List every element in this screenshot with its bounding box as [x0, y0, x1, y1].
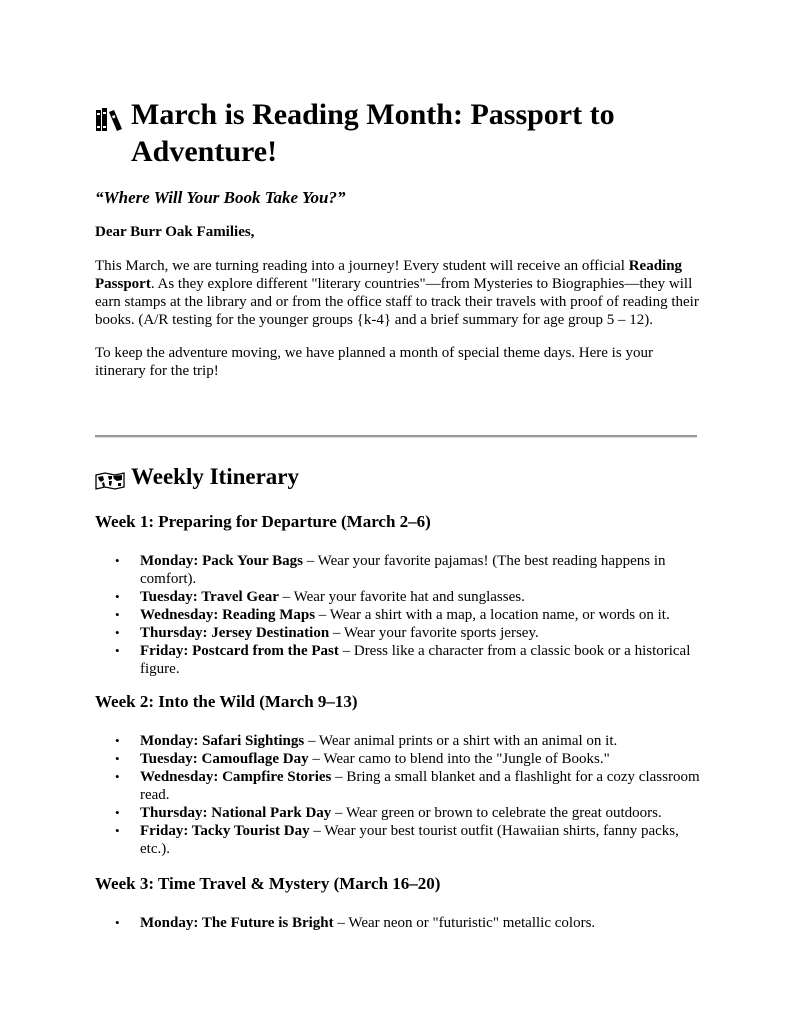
horizontal-divider — [95, 435, 697, 438]
day-label: Monday: Pack Your Bags — [140, 553, 303, 569]
intro-text-b: . As they explore different "literary countries"—from Mysteries to Biographies—they will earn stamps at the library and or from the office staff to track their travels with proof of reading their books. (A/R testing for the younger groups {k-4} and a brief summary for age group 5 – 12). — [95, 276, 699, 328]
list-item — [95, 588, 700, 606]
day-label: Monday: Safari Sightings — [140, 733, 305, 749]
day-label: Tuesday: Camouflage Day — [140, 751, 309, 767]
reading-passport-emphasis: Reading Passport — [95, 258, 683, 292]
day-description: – Wear your favorite hat and sunglasses. — [278, 589, 525, 605]
week-2-heading: Week 2: Into the Wild (March 9–13) — [95, 692, 358, 711]
week-2-list — [95, 732, 715, 858]
list-item — [95, 732, 700, 750]
books-icon — [95, 104, 125, 128]
bullet: • — [115, 625, 120, 640]
day-label: Thursday: National Park Day — [140, 805, 332, 821]
day-description: – Wear camo to blend into the "Jungle of Books." — [308, 751, 610, 767]
intro-paragraph — [95, 257, 705, 329]
bullet: • — [115, 751, 120, 766]
bullet: • — [115, 769, 120, 784]
day-label: Tuesday: Travel Gear — [140, 589, 279, 605]
day-label: Wednesday: Reading Maps — [140, 607, 316, 623]
itinerary-heading-text: Weekly Itinerary — [131, 464, 299, 489]
week-1-heading: Week 1: Preparing for Departure (March 2–6) — [95, 512, 431, 531]
week-1-list — [95, 552, 715, 678]
bullet: • — [115, 643, 120, 658]
day-description: – Wear your favorite sports jersey. — [329, 625, 539, 641]
page-title — [95, 96, 705, 170]
day-description: – Wear animal prints or a shirt with an animal on it. — [304, 733, 618, 749]
list-item — [95, 804, 700, 822]
week-3-list — [95, 914, 715, 932]
day-label: Thursday: Jersey Destination — [140, 625, 330, 641]
letter-section — [95, 96, 705, 380]
list-item — [95, 750, 700, 768]
itinerary-section — [95, 462, 715, 932]
title-text: March is Reading Month: Passport to Adventure! — [131, 98, 615, 168]
day-description: – Bring a small blanket and a flashlight for a cozy classroom read. — [140, 769, 700, 803]
day-label: Wednesday: Campfire Stories — [140, 769, 332, 785]
list-item — [95, 822, 700, 858]
day-description: – Wear your best tourist outfit (Hawaiian shirts, fanny packs, etc.). — [140, 823, 679, 857]
bullet: • — [115, 607, 120, 622]
bullet: • — [115, 733, 120, 748]
day-label: Friday: Tacky Tourist Day — [140, 823, 310, 839]
intro-text-a: This March, we are turning reading into a journey! Every student will receive an official — [95, 258, 629, 274]
day-description: – Wear green or brown to celebrate the great outdoors. — [331, 805, 662, 821]
itinerary-heading — [95, 462, 715, 492]
day-description: – Dress like a character from a classic book or a historical figure. — [140, 643, 691, 677]
day-description: – Wear a shirt with a map, a location name, or words on it. — [315, 607, 670, 623]
list-item — [95, 768, 700, 804]
bullet: • — [115, 915, 120, 930]
list-item — [95, 624, 700, 642]
day-description: – Wear neon or "futuristic" metallic colors. — [333, 915, 596, 931]
bullet: • — [115, 553, 120, 568]
itinerary-intro-paragraph: To keep the adventure moving, we have planned a month of special theme days. Here is your itinerary for the trip! — [95, 345, 653, 379]
day-description: – Wear your favorite pajamas! (The best reading happens in comfort). — [140, 553, 666, 587]
week-3-heading: Week 3: Time Travel & Mystery (March 16–20) — [95, 874, 441, 893]
list-item — [95, 552, 700, 588]
list-item — [95, 914, 700, 932]
list-item — [95, 642, 700, 678]
day-label: Monday: The Future is Bright — [140, 915, 334, 931]
day-label: Friday: Postcard from the Past — [140, 643, 339, 659]
world-map-icon — [95, 468, 125, 486]
subtitle: “Where Will Your Book Take You?” — [95, 188, 346, 207]
greeting: Dear Burr Oak Families, — [95, 224, 255, 240]
list-item — [95, 606, 700, 624]
bullet: • — [115, 805, 120, 820]
bullet: • — [115, 823, 120, 838]
bullet: • — [115, 589, 120, 604]
